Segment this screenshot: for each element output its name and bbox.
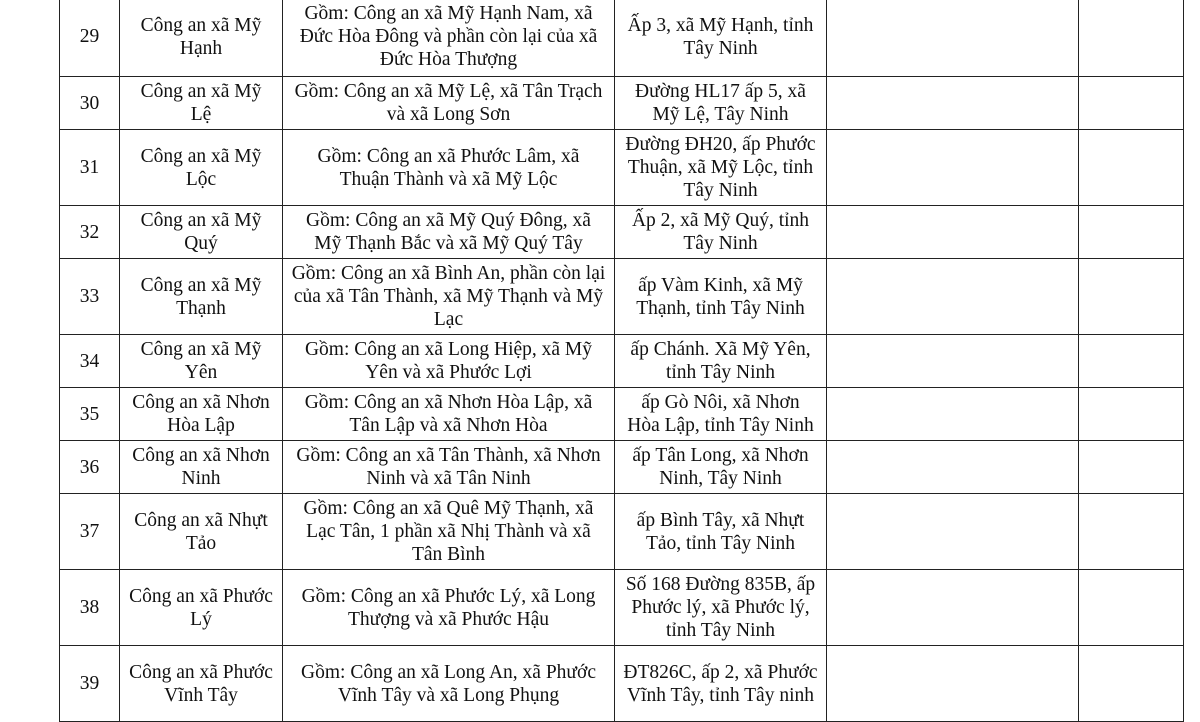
unit-name: Công an xã Nhơn Ninh [120,441,283,494]
unit-address: ấp Chánh. Xã Mỹ Yên, tỉnh Tây Ninh [615,335,827,388]
table-body [60,0,1184,722]
empty-cell [827,494,1079,570]
police-unit-table [59,0,1184,722]
unit-address: Ấp 2, xã Mỹ Quý, tỉnh Tây Ninh [615,206,827,259]
unit-scope: Gồm: Công an xã Phước Lý, xã Long Thượng và xã Phước Hậu [283,570,615,646]
unit-name: Công an xã Nhựt Tảo [120,494,283,570]
unit-scope: Gồm: Công an xã Long An, xã Phước Vĩnh Tây và xã Long Phụng [283,646,615,722]
row-number: 36 [60,441,120,494]
unit-name: Công an xã Nhơn Hòa Lập [120,388,283,441]
empty-cell [1079,494,1184,570]
unit-address: Ấp 3, xã Mỹ Hạnh, tỉnh Tây Ninh [615,0,827,77]
unit-name: Công an xã Mỹ Yên [120,335,283,388]
empty-cell [827,646,1079,722]
empty-cell [1079,130,1184,206]
row-number: 30 [60,77,120,130]
table-row [60,388,1184,441]
unit-address: ấp Tân Long, xã Nhơn Ninh, Tây Ninh [615,441,827,494]
unit-address: Đường HL17 ấp 5, xã Mỹ Lệ, Tây Ninh [615,77,827,130]
unit-scope: Gồm: Công an xã Mỹ Lệ, xã Tân Trạch và xã Long Sơn [283,77,615,130]
empty-cell [827,570,1079,646]
unit-scope: Gồm: Công an xã Mỹ Quý Đông, xã Mỹ Thạnh Bắc và xã Mỹ Quý Tây [283,206,615,259]
row-number: 37 [60,494,120,570]
empty-cell [1079,206,1184,259]
table-row [60,77,1184,130]
empty-cell [827,0,1079,77]
row-number: 31 [60,130,120,206]
unit-address: Số 168 Đường 835B, ấp Phước lý, xã Phước lý, tỉnh Tây Ninh [615,570,827,646]
empty-cell [1079,570,1184,646]
row-number: 32 [60,206,120,259]
unit-scope: Gồm: Công an xã Mỹ Hạnh Nam, xã Đức Hòa Đông và phần còn lại của xã Đức Hòa Thượng [283,0,615,77]
unit-name: Công an xã Mỹ Lệ [120,77,283,130]
unit-scope: Gồm: Công an xã Tân Thành, xã Nhơn Ninh và xã Tân Ninh [283,441,615,494]
row-number: 39 [60,646,120,722]
unit-name: Công an xã Mỹ Hạnh [120,0,283,77]
empty-cell [1079,259,1184,335]
table-row [60,335,1184,388]
unit-name: Công an xã Mỹ Thạnh [120,259,283,335]
empty-cell [827,259,1079,335]
row-number: 35 [60,388,120,441]
table-row [60,570,1184,646]
unit-address: ấp Bình Tây, xã Nhựt Tảo, tỉnh Tây Ninh [615,494,827,570]
table-row [60,206,1184,259]
unit-scope: Gồm: Công an xã Phước Lâm, xã Thuận Thành và xã Mỹ Lộc [283,130,615,206]
unit-scope: Gồm: Công an xã Quê Mỹ Thạnh, xã Lạc Tân, 1 phần xã Nhị Thành và xã Tân Bình [283,494,615,570]
table-row [60,494,1184,570]
table-row [60,0,1184,77]
unit-scope: Gồm: Công an xã Bình An, phần còn lại của xã Tân Thành, xã Mỹ Thạnh và Mỹ Lạc [283,259,615,335]
empty-cell [827,441,1079,494]
empty-cell [827,77,1079,130]
unit-scope: Gồm: Công an xã Long Hiệp, xã Mỹ Yên và xã Phước Lợi [283,335,615,388]
table-row [60,646,1184,722]
row-number: 38 [60,570,120,646]
unit-address: ấp Vàm Kinh, xã Mỹ Thạnh, tỉnh Tây Ninh [615,259,827,335]
unit-name: Công an xã Phước Vĩnh Tây [120,646,283,722]
unit-address: ấp Gò Nôi, xã Nhơn Hòa Lập, tỉnh Tây Ninh [615,388,827,441]
row-number: 33 [60,259,120,335]
unit-address: ĐT826C, ấp 2, xã Phước Vĩnh Tây, tỉnh Tây ninh [615,646,827,722]
table-row [60,259,1184,335]
row-number: 29 [60,0,120,77]
unit-address: Đường ĐH20, ấp Phước Thuận, xã Mỹ Lộc, tỉnh Tây Ninh [615,130,827,206]
empty-cell [827,335,1079,388]
row-number: 34 [60,335,120,388]
unit-name: Công an xã Mỹ Lộc [120,130,283,206]
empty-cell [1079,646,1184,722]
empty-cell [827,388,1079,441]
empty-cell [1079,388,1184,441]
unit-scope: Gồm: Công an xã Nhơn Hòa Lập, xã Tân Lập và xã Nhơn Hòa [283,388,615,441]
table-row [60,441,1184,494]
unit-name: Công an xã Phước Lý [120,570,283,646]
empty-cell [1079,335,1184,388]
empty-cell [1079,77,1184,130]
unit-name: Công an xã Mỹ Quý [120,206,283,259]
table-row [60,130,1184,206]
empty-cell [1079,441,1184,494]
empty-cell [1079,0,1184,77]
empty-cell [827,206,1079,259]
empty-cell [827,130,1079,206]
